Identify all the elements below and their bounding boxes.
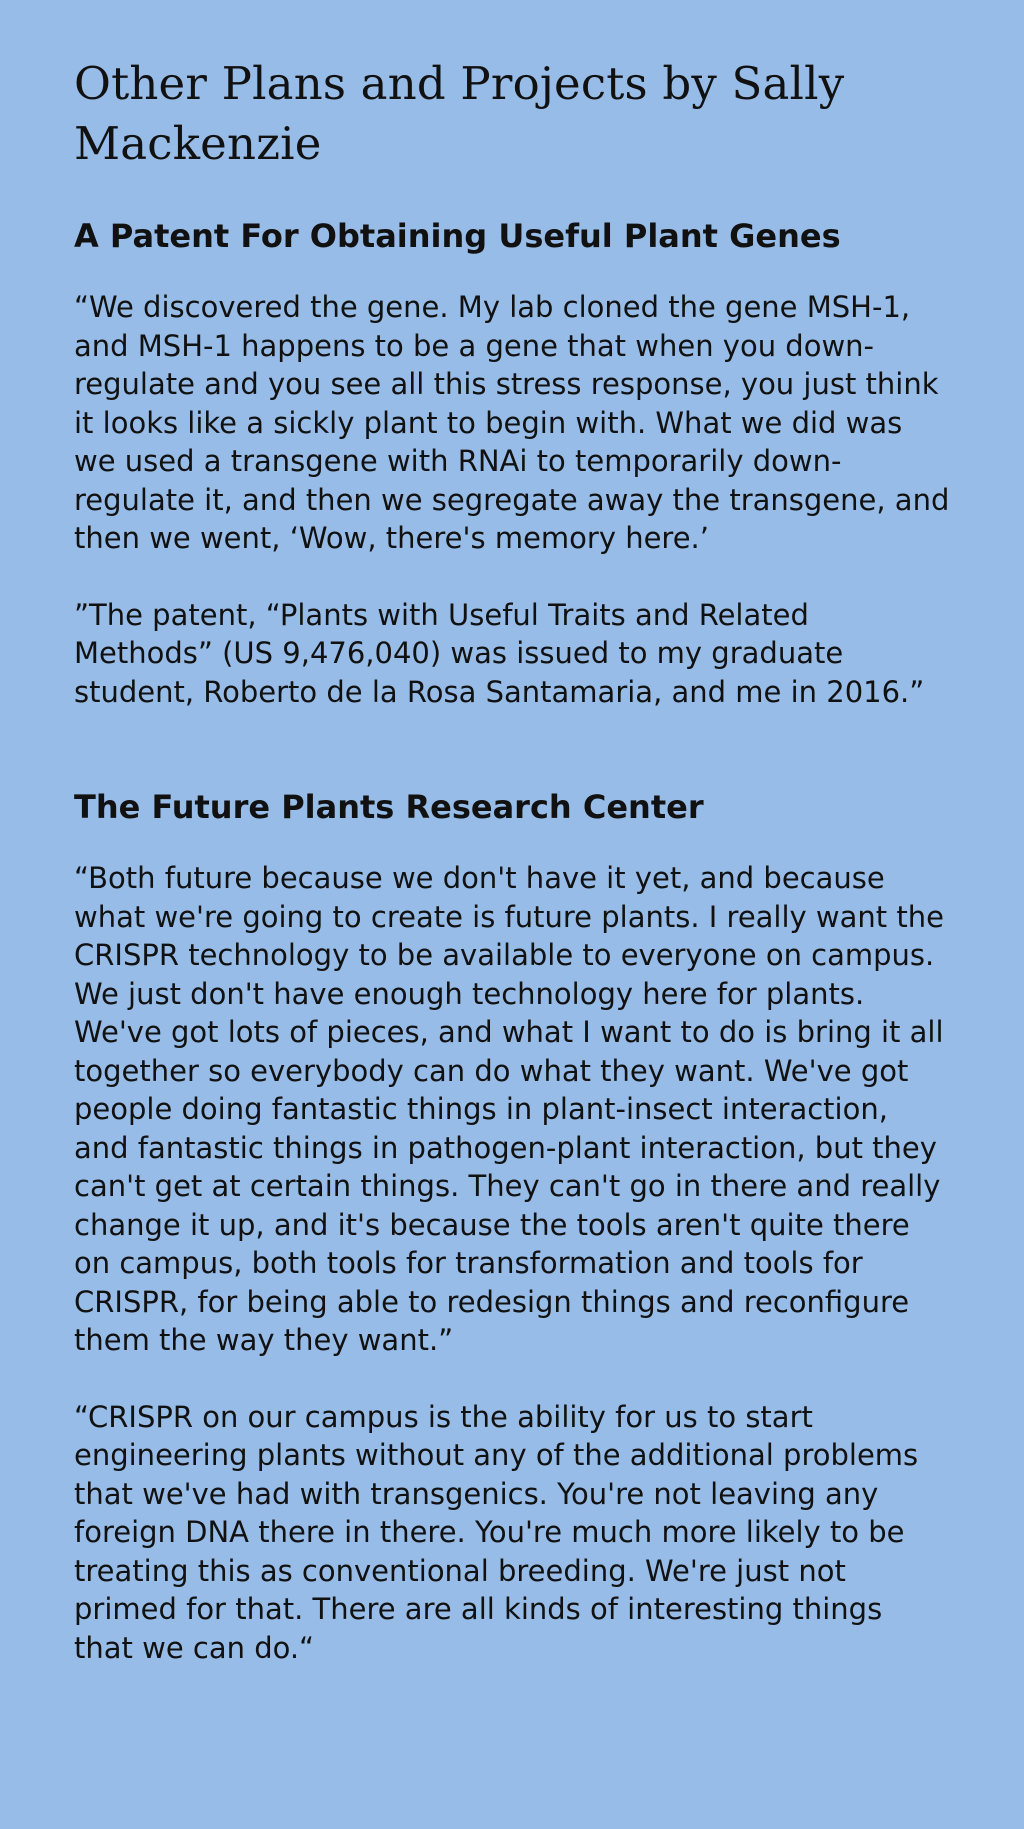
paragraph: “Both future because we don't have it yet, and because what we're going to create is future plants. I really want the CRISPR technology to be available to everyone on campus. We just don't have enough technology here for plants. We've got lots of pieces, and what I want to do is bring it all together so everybody can do what they want. We've got people doing fantastic things in plant-insect interaction, and fantastic things in pathogen-plant interaction, but they can't get at certain things. They can't go in there and really change it up, and it's because the tools aren't quite there on campus, both tools for transformation and tools for CRISPR, for being able to redesign things and reconfigure them the way they want.” bbox=[74, 861, 944, 1357]
paragraph: ”The patent, “Plants with Useful Traits and Related Methods” (US 9,476,040) was issued to my graduate student, Roberto de la Rosa Santamaria, and me in 2016.” bbox=[74, 597, 925, 709]
section-heading: A Patent For Obtaining Useful Plant Genes bbox=[74, 217, 841, 255]
paragraph: “CRISPR on our campus is the ability for us to start engineering plants without any of the additional problems that we've had with transgenics. You're not leaving any foreign DNA there in there. You're much more likely to be treating this as conventional breeding. We're just not primed for that. There are all kinds of interesting things that we can do.“ bbox=[74, 1399, 919, 1665]
paragraph: “We discovered the gene. My lab cloned the gene MSH-1, and MSH-1 happens to be a gene that when you down-regulate and you see all this stress response, you just think it looks like a sickly plant to begin with. What we did was we used a transgene with RNAi to temporarily down-regulate it, and then we segregate away the transgene, and then we went, ‘Wow, there's memory here.’ bbox=[74, 290, 950, 555]
section-patent bbox=[74, 216, 950, 711]
section-heading: The Future Plants Research Center bbox=[74, 788, 704, 826]
page-title: Other Plans and Projects by Sally Mackenzie bbox=[74, 57, 845, 170]
section-future-plants bbox=[74, 787, 950, 1667]
